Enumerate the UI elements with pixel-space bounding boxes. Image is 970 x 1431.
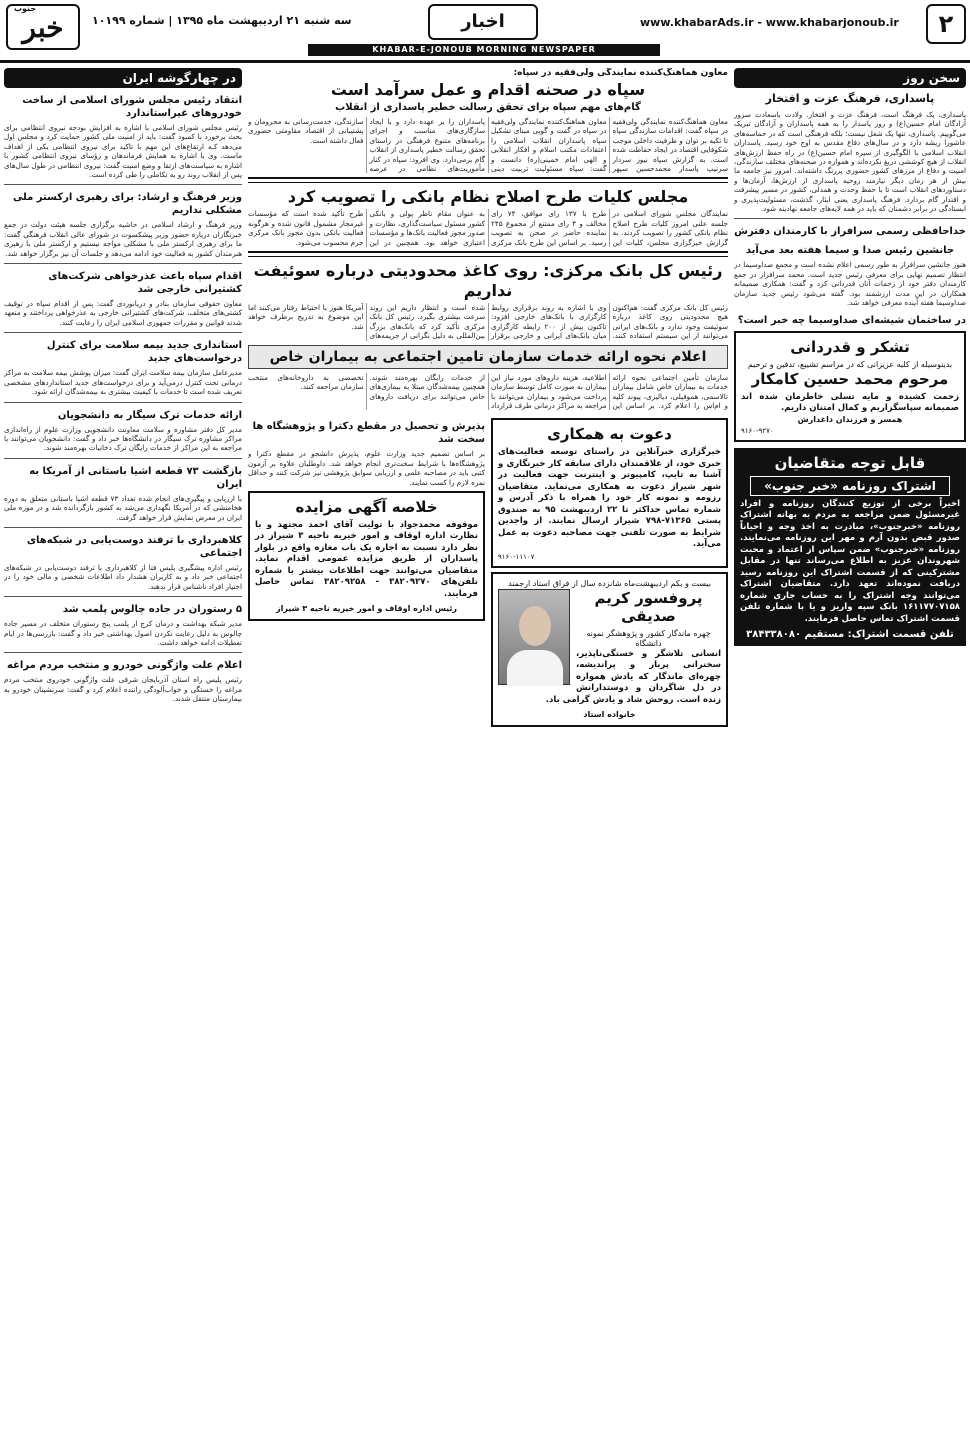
story-body: مدیر شبکه بهداشت و درمان کرج از پلمب پنج رستوران متخلف در مسیر جاده چالوس به دلیل رعایت نکردن اصول بهداشتی خبر داد و گفت: بازرسی‌ها در ایام تعطیلات ادامه خواهد داشت. — [4, 619, 242, 647]
thanks-body: زحمت کشیده و مایه تسلی خاطرمان شده اند صمیمانه سپاسگزاریم و کمال امتنان داریم. — [741, 391, 959, 413]
story-title[interactable]: اعلام علت واژگونی خودرو و منتخب مردم مراغه — [7, 660, 242, 672]
editorial-body: پاسداری، یک فرهنگ است، فرهنگ عزت و افتخار. ولادت باسعادت سرور آزادگان امام حسین(ع) و روز پاسدار را به همه پاسداران و آزادگان تبریک می‌گوییم. پاسداری، تنها یک شغل نیست؛ بلکه فرهنگی است که در حماسه‌های عاشورا ریشه دارد و در سال‌های دفاع مقدس به اوج خود رسید. پاسداران انقلاب اسلامی با الگوگیری از سیره امام حسین(ع) در راه حفظ ارزش‌های انقلاب از هیچ کوششی دریغ نکرده‌اند و همواره در صحنه‌های مختلف سازندگی، امنیت و دفاع از مرزهای کشور حضوری پررنگ داشته‌اند. امروز نیز جامعه ما بیش از هر زمان دیگر نیازمند روحیه پاسداری از ارزش‌ها، آرمان‌ها و دستاوردهای انقلاب است تا با حفظ وحدت و همدلی، کشور در مسیر پیشرفت و اقتدار گام بردارد. فرهنگ پاسداری یعنی ایثار، گذشت، مسئولیت‌پذیری و ایستادگی در برابر دشمنان که باید در همه لایه‌های جامعه نهادینه شود. — [734, 110, 966, 214]
editorial-section-title: سخن روز — [734, 68, 966, 88]
swift-headline[interactable]: رئیس کل بانک مرکزی: روی کاغذ محدودیتی درباره سوئیفت نداریم — [253, 261, 723, 301]
portrait-face — [519, 606, 551, 646]
left-column — [4, 68, 242, 1428]
logo-sub: جنوب — [14, 4, 37, 13]
memorial-line: بیست و یکم اردیبهشت‌ماه شانزده سال از فراق استاد ارجمند — [507, 578, 712, 588]
memorial-body: انسانی تلاشگر و خستگی‌ناپذیر، سخنرانی پربار و پراندیشه، چهره‌ای ماندگار که یادش همواره در دل شاگردان و دوستدارانش زنده است. روحش شاد و یادش گرامی باد. — [545, 648, 721, 705]
divider — [4, 332, 242, 333]
divider — [4, 263, 242, 264]
story-body: رئیس مجلس شورای اسلامی با اشاره به افزایش بودجه نیروی انتظامی برای بحث برخورد با کمبود گفت: باید از امنیت ملی کشور حمایت کرد و مجلس اول می‌دهد کـه ارتقاع‌های این مهم با تاکید برای نیروی انتظامی یکی از اهداف ماست. وی با اشاره به همایش فرماندهان و رؤسای نیروی انتظامی کشور با اشاره به سیاست‌های ارتقا و وضع امنیت گفت: نیروی انتظامی در طول سال‌های پس از انقلاب روند رو به تکاملی را طی کرده است. — [4, 123, 242, 180]
logo-text: خبر — [22, 10, 64, 44]
section-title: اخبار — [428, 4, 538, 40]
story-title[interactable]: استانداری جدید بیمه سلامت برای کنترل درخواست‌های جدید — [46, 340, 242, 365]
auction-title: خلاصه آگهی مزایده — [295, 497, 438, 516]
portrait-shirt — [507, 650, 563, 686]
social-security-body: سازمان تأمین اجتماعی نحوه ارائه خدمات به بیماران خاص شامل بیماران تالاسمی، هموفیلی، دیالیزی، پیوند کلیه و ام‌اس را اعلام کرد. بر اساس این اطلاعیه، هزینه داروهای مورد نیاز این بیماران به صورت کامل توسط سازمان پرداخت می‌شود و بیماران می‌توانند با مراجعه به مراکز درمانی طرف قرارداد از خدمات رایگان بهره‌مند شوند. همچنین بیمه‌شدگان مبتلا به بیماری‌های خاص می‌توانند برای دریافت داروهای تخصصی به داروخانه‌های منتخب سازمان مراجعه کنند. — [248, 372, 728, 410]
thanks-ad[interactable] — [734, 331, 966, 442]
story-title[interactable]: ارائه خدمات ترک سیگار به دانشجویان — [57, 409, 242, 421]
thanks-name: مرحوم محمد حسین کامکار — [751, 369, 949, 388]
divider — [4, 596, 242, 597]
story-body: معاون حقوقی سازمان بنادر و دریانوردی گفت: پس از اقدام سپاه در توقیف کشتی‌های متخلف، شرکت‌های کشتیرانی خارجی به عذرخواهی پرداختند و متعهد شدند قوانین و مقررات جمهوری اسلامی ایران را رعایت کنند. — [4, 299, 242, 327]
banking-story-body: نمایندگان مجلس شورای اسلامی در جلسه علنی امروز کلیات طرح اصلاح نظام بانکی کشور را تصویب کردند. به گزارش خبرگزاری مجلس، کلیات این طرح با ۱۳۷ رای موافق، ۷۴ رای مخالف و ۴ رای ممتنع از مجموع ۲۴۵ نماینده حاضر در صحن به تصویب رسید. بر اساس این طرح بانک مرکزی به عنوان مقام ناظر پولی و بانکی کشور مسئول سیاست‌گذاری، نظارت و صدور مجوز فعالیت بانک‌ها و مؤسسات اعتباری خواهد بود. همچنین در این طرح تأکید شده است که مؤسسات غیرمجاز مشمول قانون شده و هرگونه فعالیت بانکی بدون مجوز بانک مرکزی جرم محسوب می‌شود. — [248, 209, 728, 247]
left-section-title: در چهارگوشه ایران — [4, 68, 242, 88]
divider — [4, 402, 242, 403]
job-ad-text: خبرگزاری خبرآنلاین در راستای توسعه فعالیت‌های خبری خود، از علاقمندان دارای سابقه کار خبرنگاری و آشنا به تایپ، کامپیوتر و اینترنت جهت فعالیت در شهر شیراز دعوت به همکاری می‌نماید. متقاضیان رزومه و نمونه کار خود را همراه با ذکر آدرس و شماره تماس حداکثر تا ۲۲ اردیبهشت ۹۵ به صندوق پستی ۷۱۳۶۵-۷۹۸ شیراز ارسال نمایند. از واجدین شرایط به صورت تلفنی جهت مصاحبه دعوت به عمل می‌آید. — [498, 447, 722, 550]
editorial-headline[interactable]: پاسداری، فرهنگ عزت و افتخار — [765, 92, 935, 105]
website-urls[interactable]: www.khabarAds.ir - www.khabarjonoub.ir — [640, 16, 899, 29]
bottom-ads-row — [248, 414, 728, 727]
story-body: مدیر کل دفتر مشاوره و سلامت معاونت دانشجویی وزارت علوم از راه‌اندازی مراکز مشاوره ترک سیگار در دانشگاه‌ها خبر داد و گفت: دانشجویان می‌توانند با مراجعه به این مراکز از خدمات رایگان ترک دخانیات بهره‌مند شوند. — [4, 424, 242, 453]
subscription-title: قابل توجه متقاضیان — [774, 453, 926, 472]
sarafraz-subhead: جانشین رئیس صدا و سیما هفته بعد می‌آید — [745, 245, 955, 257]
story-title[interactable]: بازگشت ۷۳ قطعه اشیا باستانی از آمریکا به ایران — [29, 465, 242, 490]
divider — [4, 184, 242, 185]
swift-story-body: رئیس کل بانک مرکزی گفت: هم‌اکنون هیچ محدودیتی روی کاغذ درباره سوئیفت وجود ندارد و بانک‌های ایرانی می‌توانند از این سیستم استفاده کنند. وی با اشاره به روند برقراری روابط کارگزاری با بانک‌های خارجی افزود: تاکنون بیش از ۲۰۰ رابطه کارگزاری میان بانک‌های ایرانی و خارجی برقرار شده است و انتظار داریم این روند سرعت بیشتری بگیرد. رئیس کل بانک مرکزی تأکید کرد که بانک‌های بزرگ بین‌المللی به دلیل نگرانی از جریمه‌های آمریکا هنوز با احتیاط رفتار می‌کنند اما این موضوع به تدریج برطرف خواهد شد. — [248, 303, 728, 341]
subscription-body: اخیراً برخی از توزیع کنندگان روزنامه و افراد غیرمسئول ضمن مراجعه به مردم به بهانه اشتراک روزنامه «خبرجنوب»، مبادرت به اخذ وجه و احیاناً صدور قبض بدون آرم و مهر این روزنامه می‌نمایند. روزنامه «خبرجنوب» ضمن سپاس از اعتماد و محبت شهروندان عزیز به اطلاع می‌رساند تنها در مقابل مشترکینی که از قسمت اشتراک این روزنامه رسید دریافت نموده‌اند تعهد دارد. متقاضیان اشتراک می‌توانند وجه اشتراک را به حساب جاری شماره ۱۶۱۱۷۷۰۷۱۵۸ بانک سپه واریز و یا با شماره تلفن قسمت اشتراک تماس حاصل فرمایند. — [740, 498, 960, 624]
newspaper-logo[interactable] — [6, 4, 80, 50]
memorial-ad[interactable] — [491, 572, 728, 728]
memorial-footer: خانواده استاد — [583, 710, 636, 720]
lead-headline[interactable]: سپاه در صحنه اقدام و عمل سرآمد است — [330, 80, 646, 99]
thanks-code: ۹۱۶۰-۹۲۷۰ — [741, 426, 774, 435]
job-ad[interactable] — [491, 418, 728, 568]
story-title[interactable]: کلاهبرداری با ترفند دوست‌یابی در شبکه‌های اجتماعی — [26, 534, 242, 559]
memorial-name: پروفسور کریم صدیقی — [594, 588, 703, 625]
irib-subhead: در ساختمان شیشه‌ای صداوسیما چه خبر است؟ — [737, 314, 966, 326]
subscription-notice[interactable] — [734, 448, 966, 647]
memorial-sub: چهره ماندگار کشور و پژوهشگر نمونه دانشگاه — [586, 628, 711, 648]
story-body: رئیس پلیس راه استان آذربایجان شرقی علت واژگونی خودروی منتخب مردم مراغه را خستگی و خواب‌آلودگی راننده اعلام کرد و گفت: سرنشینان خودرو به بیمارستان منتقل شدند. — [4, 675, 242, 704]
lead-story-body: معاون هماهنگ‌کننده نمایندگی ولی‌فقیه در سپاه گفت: اقدامات سازندگی سپاه تا تکیه بر توان و ظرفیت داخلی موجب شکوفایی اقتصاد در ایجاد حفاظت شده است. به گزارش سپاه نیوز سردار سرتیپ پاسدار محمدحسین سپهر معاون هماهنگ‌کننده نمایندگی ولی‌فقیه در سپاه در گفت و گویی مبنای تشکیل سپاه پاسداران انقلاب اسلامی را اعتقادات مکتب اسلام و افکار انقلابی و الهی امام خمینی(ره) دانست و گفت: سپاه مسئولیت تربیت دینی پاسداران را بر عهده دارد و با ایجاد سازگاری‌های مناسب و اجرای برنامه‌های متنوع فرهنگی در راستای تحقق رسالت خطیر پاسداری از انقلاب گام برمی‌دارد. وی افزود: سپاه در کنار مأموریت‌های نظامی در عرصه سازندگی، خدمت‌رسانی به محرومان و پشتیبانی از اقتصاد مقاومتی حضوری فعال داشته است. — [248, 117, 728, 174]
sarafraz-body: هنوز جانشین سرافراز به طور رسمی اعلام نشده است و مجمع صداوسیما در انتظار تصمیم نهایی برای معرفی رئیس جدید است. محمد سرافراز در جمع کارمندان دفتر خود از زحمات آنان قدردانی کرد و گفت: همکاری صمیمانه همکاران در این مدت ارزشمند بود. گفته می‌شود رئیس جدید سازمان صداوسیما هفته آینده معرفی خواهد شد. — [734, 260, 966, 308]
subscription-phone[interactable]: تلفن قسمت اشتراک: مستقیم ۳۸۴۳۳۸۰۸۰ — [746, 629, 954, 640]
story-body: وزیر فرهنگ و ارشاد اسلامی در حاشیه برگزاری جلسه هیئت دولت در جمع خبرنگاران درباره حضور وزیر پیشکسوت در شورای عالی انقلاب فرهنگی گفت: ما برای رهبری ارکستر ملی با مشکلی مواجه نیستیم و ارکستر ملی با رهبری هنرمندان کشور به فعالیت خود ادامه می‌دهد و جلسات آن نیز برگزار خواهد شد. — [4, 220, 242, 258]
thanks-title: تشکر و قدردانی — [790, 337, 910, 356]
story-title[interactable]: وزیر فرهنگ و ارشاد: برای رهبری ارکستر ملی مشکلی نداریم — [12, 192, 242, 217]
story-body: با ارزیابی و پیگیری‌های انجام شده تعداد ۷۳ قطعه اشیا باستانی متعلق به دوره هخامنشی که در آمریکا نگهداری می‌شد به کشور بازگردانده شد و در موزه ملی ایران در معرض نمایش قرار خواهد گرفت. — [4, 493, 242, 522]
education-body: بر اساس تصمیم جدید وزارت علوم، پذیرش دانشجو در مقطع دکترا و پژوهشگاه‌ها با شرایط سخت‌تری انجام خواهد شد. داوطلبان علاوه بر آزمون کتبی باید در مصاحبه علمی و ارزیابی سوابق پژوهشی نیز شرکت کنند و حداقل نمره لازم را کسب نمایند. — [248, 449, 485, 487]
divider — [248, 251, 728, 257]
story-title[interactable]: ۵ رستوران در جاده چالوس پلمب شد — [62, 604, 242, 616]
header-rule — [0, 60, 970, 63]
divider — [4, 527, 242, 528]
auction-body: موقوفه محمدجواد با تولیت آقای احمد مجتهد و با نظارت اداره اوقاف و امور خیریه ناحیه ۳ شیراز در نظر دارد نسبت به اجاره یک باب مغازه واقع در بلوار پاسداران از طریق مزایده عمومی اقدام نماید. متقاضیان می‌توانند جهت اطلاعات بیشتر با شماره تلفن‌های ۳۸۲۰۹۲۷۰ - ۳۸۲۰۹۲۵۸ تماس حاصل فرمایند. — [255, 519, 478, 599]
job-ad-code: ۹۱۶۰-۱۱۱۰۷ — [498, 552, 535, 561]
thanks-footer: همسر و فرزندان داغدارش — [797, 414, 903, 424]
thanks-line: بدینوسیله از کلیه عزیزانی که در مراسم تشییع، تدفین و ترحیم — [747, 359, 953, 369]
education-title[interactable]: پذیرش و تحصیل در مقطع دکترا و پژوهشگاه ها سخت شد — [252, 421, 485, 446]
divider — [4, 458, 242, 459]
story-title[interactable]: اقدام سپاه باعث عذرخواهی شرکت‌های کشتیرانی خارجی شد — [48, 271, 242, 296]
social-security-headline[interactable]: اعلام نحوه ارائه خدمات سازمان تامین اجتماعی به بیماران خاص — [248, 345, 728, 369]
story-body: مدیرعامل سازمان بیمه سلامت ایران گفت: میزان پوشش بیمه سلامت به مراکز درمانی تحت کنترل درمی‌آید و برای درخواست‌های جدید استانداردهای مشخصی تعریف شده است تا خدمات با کیفیت بیشتری به بیمه‌شدگان ارائه شود. — [4, 368, 242, 397]
divider — [248, 177, 728, 183]
right-column — [734, 68, 966, 1428]
story-body: رئیس اداره پیشگیری پلیس فتا از کلاهبرداری با ترفند دوست‌یابی در شبکه‌های اجتماعی خبر داد و به کاربران هشدار داد اطلاعات شخصی و مالی خود را در اختیار افراد ناشناس قرار ندهند. — [4, 562, 242, 591]
banking-headline[interactable]: مجلس کلیات طرح اصلاح نظام بانکی را تصویب کرد — [287, 187, 689, 207]
story-title[interactable]: انتقاد رئیس مجلس شورای اسلامی از ساخت خودروهای غیراستاندارد — [22, 95, 242, 119]
middle-column — [248, 68, 728, 1428]
portrait-photo — [498, 589, 570, 685]
page-number: ۲ — [926, 4, 966, 44]
divider — [734, 218, 966, 219]
divider — [4, 652, 242, 653]
bottom-ads-left — [248, 414, 485, 727]
auction-ad[interactable] — [248, 491, 485, 622]
lead-kicker: معاون هماهنگ‌کننده نمایندگی ولی‌فقیه در سپاه: — [513, 68, 728, 78]
sarafraz-title[interactable]: خداحافظی رسمی سرافراز با کارمندان دفترش — [734, 226, 966, 238]
bottom-ads-right — [491, 414, 728, 727]
job-ad-title: دعوت به همکاری — [547, 425, 672, 444]
masthead-strip: KHABAR-E-JONOUB MORNING NEWSPAPER — [308, 44, 660, 56]
auction-footer: رئیس اداره اوقاف و امور خیریه ناحیه ۳ شیراز — [275, 604, 458, 614]
subscription-subtitle: اشتراک روزنامه «خبر جنوب» — [750, 476, 950, 496]
lead-subhead: گام‌های مهم سپاه برای تحقق رسالت خطیر پاسداری از انقلاب — [335, 102, 641, 113]
issue-date-line: سه شنبه ۲۱ اردیبهشت ماه ۱۳۹۵ | شماره ۱۰۱۹۹ — [92, 14, 352, 27]
masthead — [0, 0, 970, 58]
